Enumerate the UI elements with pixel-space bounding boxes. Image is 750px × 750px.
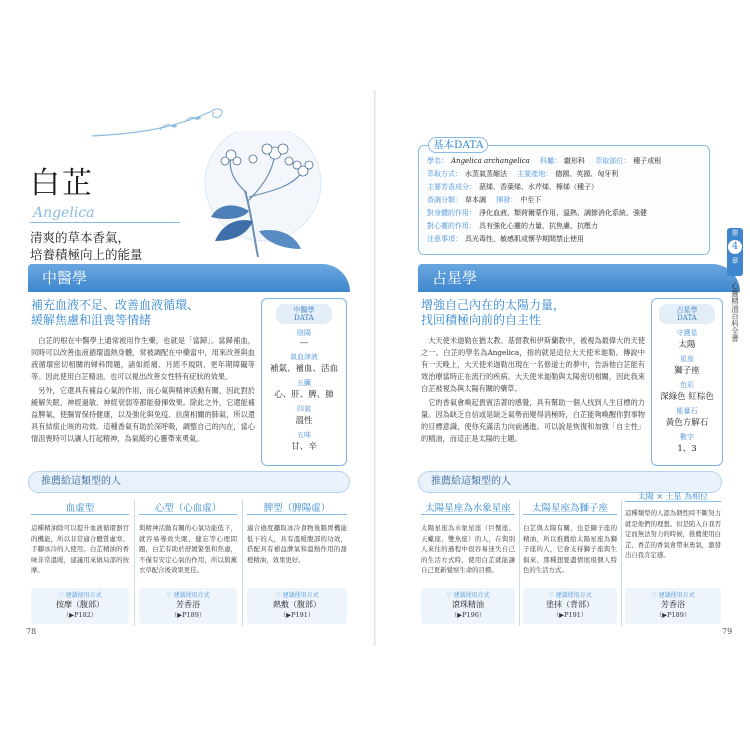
chapter-side-tab [727,228,743,378]
title-underline [30,222,180,223]
left-usage-box-2 [139,588,237,624]
astro-data-label: 守護星 [676,329,698,337]
astro-section-header [418,264,740,292]
basic-value: 中至下 [520,196,542,204]
usage-label: ♡ 建議使用方式 [651,592,695,599]
tcm-data-label: 五味 [297,431,311,439]
astro-data-value: 太陽 [678,340,696,350]
basic-key: 萃取部位： [595,157,631,165]
recommend-column-title: 太陽 × 土星 為相位 [637,492,709,501]
recommend-column-rule [421,514,515,515]
basic-value: Angelica archangelica [451,157,530,165]
astro-data-label: 能量石 [676,407,698,415]
usage-page-ref: （▶P191） [279,611,315,619]
basic-value: 種子或根 [633,157,662,165]
usage-page-ref: （▶P189） [170,611,206,619]
column-divider [242,500,243,626]
basic-key: 揮發： [496,196,518,204]
basic-value: 具光毒性，敏感肌或懷孕期間禁止使用 [465,235,584,243]
recommend-column-body: 這種精油除可以提升血液循環器官的機能，所以非常適合體質虛寒、手腳冰冷的人使用。白芷精油的香味非常溫暖，建議用來做局部的按摩。 [31,524,129,575]
usage-label: ♡ 建議使用方式 [275,592,319,599]
left-recommend-column-2 [139,500,237,589]
usage-value: 熱敷（腹部） [273,600,321,609]
recommend-column-body: 與精神活動有關的心氣功能低下，就容易導致失眠、健忘等心理問題，白芷有助於舒緩緊張和焦慮，不僅有安定心氣的作用，所以與薰衣草配合後效果更佳。 [139,524,237,575]
tcm-data-label: 四氣 [297,405,311,413]
basic-key: 萃取方式： [427,170,462,178]
tcm-data-value: 心、肝、脾、肺 [274,390,334,400]
column-divider [519,500,520,626]
basic-key: 香調分類： [427,196,462,204]
basic-key: 主要芳香成分： [427,183,476,191]
basic-key: 主要產地： [517,170,553,178]
tcm-data-title [276,304,332,324]
right-recommend-column-3 [625,492,721,584]
chapter-badge [727,228,743,276]
left-recommend-column-3 [247,500,347,589]
basic-row [427,169,626,180]
astro-data-value: 1、3 [677,444,697,454]
usage-label: ♡ 建議使用方式 [58,592,102,599]
recommend-column-title: 太陽星座為水象星座 [425,503,511,514]
basic-key: 注意事項： [427,235,462,243]
astro-data-value: 深綠色 紅棕色 [660,392,714,402]
usage-page-ref: （▶P189） [655,611,691,619]
basic-key: 對身體的作用： [427,209,476,217]
basic-value: 蒎烯、香葉烯、水芹烯、檸烯（種子） [479,183,598,191]
book-title-vertical: 心靈精油百科全書 [730,282,740,342]
astro-data-title [659,304,715,324]
tcm-headline [31,298,246,328]
tcm-header-label: 中醫學 [42,269,88,287]
basic-value: 草本調 [465,196,486,204]
basic-row [427,208,655,219]
chapter-suffix: 章 [731,257,739,265]
tcm-data-value: 甘、辛 [291,442,317,452]
tcm-section-header [28,264,350,292]
recommend-column-rule [139,514,237,515]
left-usage-box-1 [31,588,129,624]
angelica-plant-illustration-icon [203,131,328,259]
tcm-headline-line-2: 緩解焦慮和沮喪等情緒 [31,313,152,327]
book-gutter [374,90,376,646]
usage-page-ref: （▶P182） [62,611,98,619]
basic-value: 具有強化心靈的力量，抗焦慮、抗壓力 [479,222,598,230]
usage-page-ref: （▶P196） [450,611,486,619]
basic-row [427,221,606,232]
tagline [30,229,143,263]
latin-name: Angelica [33,205,95,221]
astro-data-label: 數字 [680,433,694,441]
recommend-column-title: 太陽星座為獅子座 [531,503,608,514]
tcm-data-label: 氣血津液 [290,353,318,361]
right-usage-box-2 [523,588,617,624]
basic-value: 德國、英國、匈牙利 [555,170,619,178]
right-recommend-label: 推薦給這類型的人 [431,476,511,487]
usage-label: ♡ 建議使用方式 [446,592,490,599]
tcm-data-title-line-1: 中醫學 [293,306,315,314]
recommend-column-body: 適合過度攝取冰冷食物後腸胃機能低下的人，具有溫暖腹部的功效，搭配具有補益脾氣和溫熱作用的甜橙精油，效果更好。 [247,524,347,564]
page-number-right: 79 [722,627,733,636]
recommend-column-body: 這種類型的人認為個性時不斷努力就是他們的理想。但是陷入自我否定而無法努力的時候，推薦使用白芷、香芷的香氣會帶來勇氣，激發出自我肯定感。 [625,509,721,560]
basic-key: 科屬： [540,157,562,165]
basic-value: 繖形科 [564,157,586,165]
right-recommend-header [418,471,722,493]
usage-label: ♡ 建議使用方式 [548,592,592,599]
usage-value: 滾珠精油 [452,600,484,609]
column-divider [621,500,622,626]
basic-data-label: 基本DATA [428,137,488,153]
tcm-data-label: 陰陽 [297,329,311,337]
basic-row [427,234,592,245]
left-recommend-label: 推薦給這類型的人 [41,476,121,487]
astro-data-title-line-1: 占星學 [676,306,698,314]
recommend-column-title: 血虛型 [65,503,95,514]
tcm-data-box [261,298,347,466]
right-recommend-column-2 [523,500,617,589]
recommend-column-rule [247,514,347,515]
page-number-left: 78 [26,627,37,636]
astro-header-label: 占星學 [432,269,478,287]
chapter-number: 4 [728,240,742,254]
usage-value: 芳香浴 [176,600,200,609]
right-usage-box-1 [421,588,515,624]
recommend-column-body: 白芷與太陽有關，也是獅子座的精油，所以推薦給太陽星座為獅子座的人，它會支持獅子座與生俱來、那種想要盡情展現個人特色的生活方式。 [523,524,617,575]
astro-data-title-line-2: DATA [677,314,697,322]
basic-row [427,156,669,167]
recommend-column-body: 太陽星座為水象星座（巨蟹座、天蠍座、雙魚座）的人，在與別人來往的過程中很容易迷失自己的生活方式時，使用白芷就能讓自己更新覺察生命的目標。 [421,524,515,575]
left-usage-box-3 [247,588,347,624]
astro-headline [421,298,636,328]
recommend-column-rule [625,501,721,502]
basic-key: 學名： [427,157,448,165]
right-recommend-column-1 [421,500,515,589]
tcm-data-title-line-2: DATA [294,314,314,322]
page-title: 白芷 [30,166,94,201]
column-divider [134,500,135,626]
tcm-headline-line-1: 補充血液不足、改善血液循環、 [31,298,200,312]
tcm-paragraph-2: 另外，它還具有補益心氣的作用，而心氣與精神活動有關，因此對於緩解失眠、神經過敏、神經衰弱等都能發揮效果。除此之外，它還能補益脾氣，使腸胃保持健康，以及強化與免疫、抗菌相關的肺氣，所以還具有結痰止咳的功效。這種香氣有助於深呼吸，調整自己的內在，當心情沮喪時可以讓人打起精神，為氣餒的心靈帶來勇氣。 [31,386,255,443]
astro-data-label: 色彩 [680,381,694,389]
astro-data-value: 獅子座 [674,366,700,376]
tcm-data-label: 五臟 [297,379,311,387]
basic-row [427,195,549,206]
astro-data-value: 黃色方解石 [665,418,709,428]
tagline-line-1: 清爽的草本香氣， [30,230,131,245]
basic-value: 淨化血液、類荷爾蒙作用、溫熱、調節消化系統、強健 [479,209,647,217]
basic-key: 對心靈的作用： [427,222,476,230]
usage-value: 塗抹（背部） [546,600,594,609]
left-recommend-column-1 [31,500,129,589]
tcm-data-value: 溫性 [295,416,313,426]
tcm-data-value: — [299,338,309,348]
usage-value: 芳香浴 [661,600,685,609]
astro-body [421,335,645,445]
usage-label: ♡ 建議使用方式 [166,592,210,599]
left-recommend-header [28,471,350,493]
tcm-data-value: 補氣、補血、活血 [269,364,338,374]
recommend-column-title: 心型（心血虛） [154,503,222,514]
astro-data-box [651,298,723,466]
astro-headline-line-1: 增強自己內在的太陽力量， [421,298,566,312]
tcm-body [31,335,255,445]
astro-paragraph-2: 它的香氣會喚起貴賓活著的感覺，具有幫助一個人找到人生目標的力量。因為缺乏自信或是缺乏氣勢而變得消極時，白芷能夠喚醒你對事物的目標意識，使你充滿活力向前邁進。可以說是恢復和加強「自主性」的精油，而這正是太陽的主題。 [421,398,645,443]
chapter-prefix: 第 [731,229,739,237]
recommend-column-title: 脾型（脾陽虛） [263,503,331,514]
astro-data-label: 星座 [680,355,694,363]
recommend-column-rule [523,514,617,515]
right-usage-box-3 [625,588,721,624]
usage-value: 按摩（腹部） [56,600,104,609]
basic-row [427,182,606,193]
basic-data-box [418,145,710,255]
astro-headline-line-2: 找回積極向前的自主性 [421,313,542,327]
usage-page-ref: （▶P191） [552,611,588,619]
tcm-paragraph-1: 白芷的根在中醫學上通常被用作生藥，也就是「當歸」。當歸補血，同時可以改善血液循環溫熱身體，常被調配在中藥當中，用來改善與血液循環密切相關的婦科問題，諸如經痛、月經不規則、更年期障礙等等。因此使用白芷精油，也可以視出改善女性特有症狀的效果。 [31,336,255,381]
tagline-line-2: 培養積極向上的能量 [30,247,143,262]
astro-paragraph-1: 大天使米迦勒在猶太教、基督教和伊斯蘭教中，被視為最偉大的天使之一。白芷的學名為Angelica，指的就是這位大天使米迦勒。傳說中有一天晚上，大天使米迦勒出現在一名修道士的夢中，告訴他白芷能有效治療當時正在流行的疾病。大天使米迦勒與太陽密切相關，因此我來白芷被視為與太陽有關的藥草。 [421,336,645,393]
basic-value: 水蒸氣蒸餾法 [465,170,507,178]
recommend-column-rule [31,514,129,515]
